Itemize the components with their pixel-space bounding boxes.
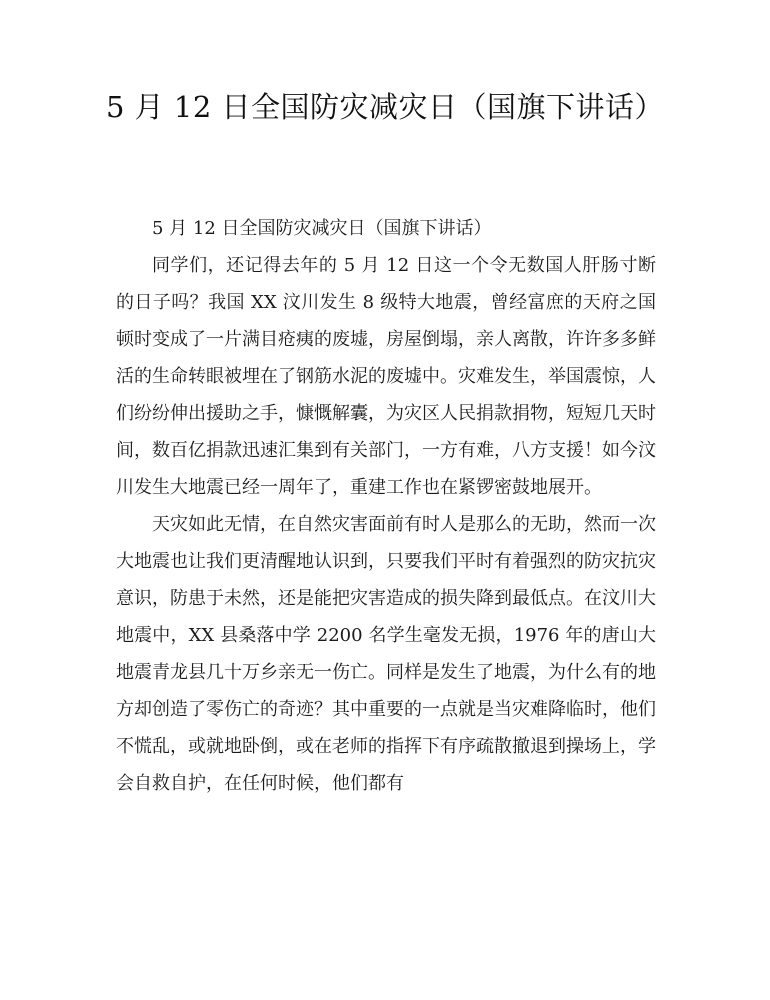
paragraph: 同学们，还记得去年的 5 月 12 日这一个令无数国人肝肠寸断的日子吗？我国 XX 汶川发生 8 级特大地震，曾经富庶的天府之国顿时变成了一片满目疮痍的废墟，房屋倒塌，亲人离散，许许多多鲜活的生命转眼被埋在了钢筋水泥的废墟中。灾难发生，举国震惊，人们纷纷伸出援助之手，慷慨解囊，为灾区人民捐款捐物，短短几天时间，数百亿捐款迅速汇集到有关部门，一方有难，八方支援！如今汶川发生大地震已经一周年了，重建工作也在紧锣密鼓地展开。 bbox=[116, 255, 656, 498]
document-title: 5 月 12 日全国防灾减灾日（国旗下讲话） bbox=[105, 90, 664, 124]
paragraph-subtitle: 5 月 12 日全国防灾减灾日（国旗下讲话） bbox=[152, 218, 492, 239]
document-body bbox=[116, 210, 656, 802]
paragraph: 天灾如此无情，在自然灾害面前有时人是那么的无助，然而一次大地震也让我们更清醒地认识到，只要我们平时有着强烈的防灾抗灾意识，防患于未然，还是能把灾害造成的损失降到最低点。在汶川大地震中，XX 县桑落中学 2200 名学生毫发无损，1976 年的唐山大地震青龙县几十万乡亲无一伤亡。同样是发生了地震，为什么有的地方却创造了零伤亡的奇迹？其中重要的一点就是当灾难降临时，他们不慌乱，或就地卧倒，或在老师的指挥下有序疏散撤退到操场上，学会自救自护，在任何时候，他们都有 bbox=[116, 514, 656, 794]
